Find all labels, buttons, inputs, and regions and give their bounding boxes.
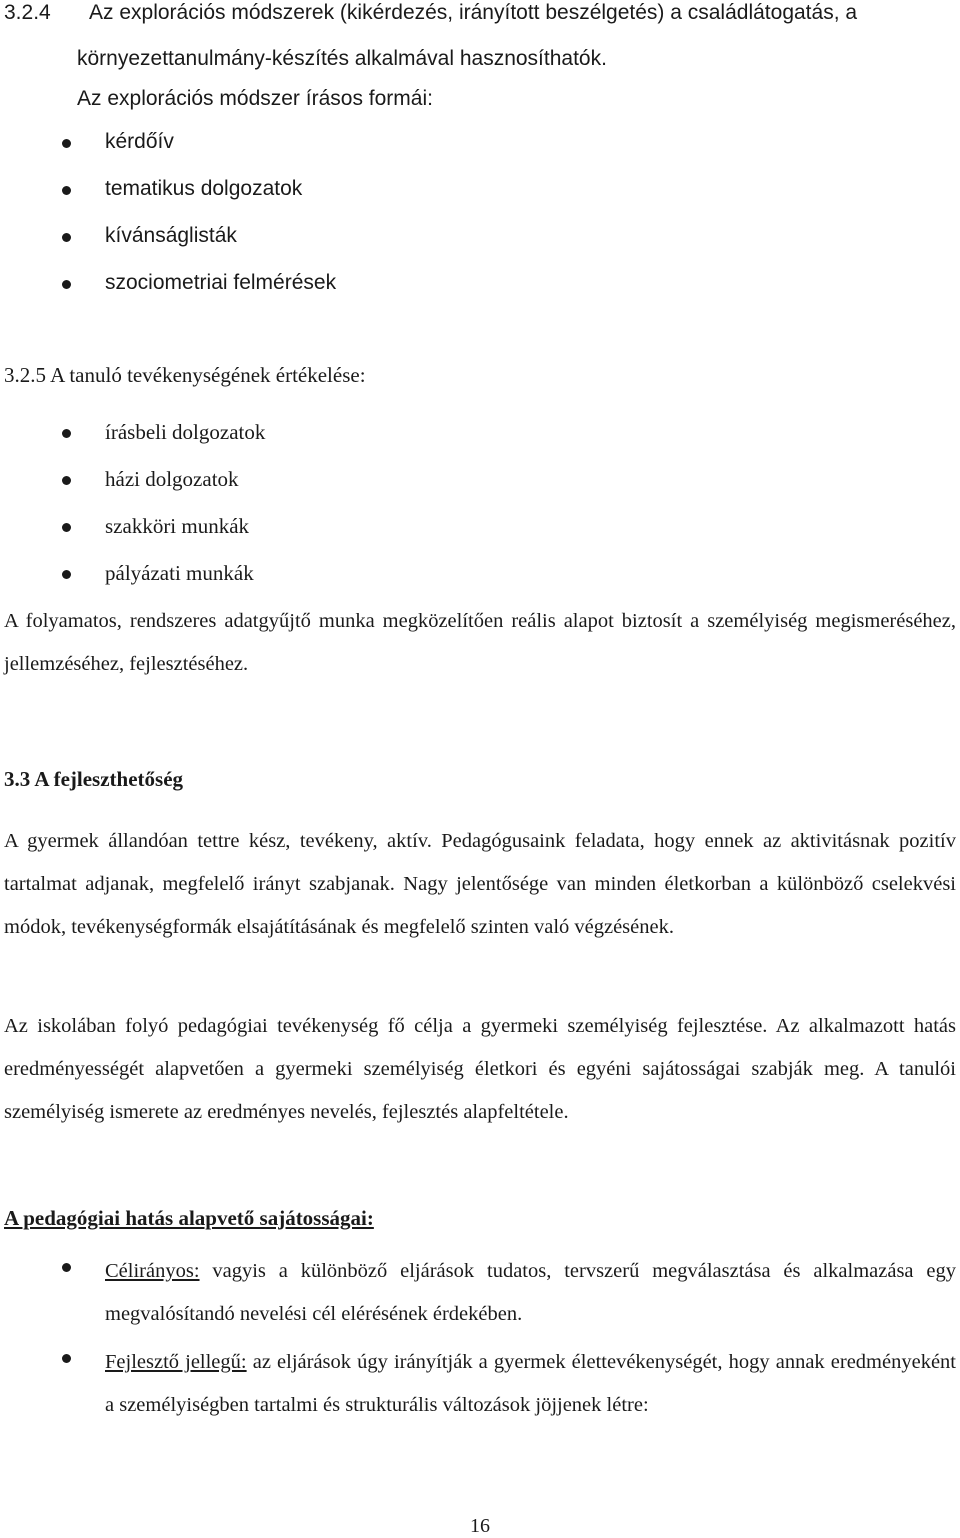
feature-text	[105, 1341, 956, 1427]
bullet-icon	[62, 429, 71, 438]
bullet-icon	[62, 476, 71, 485]
feature-text	[105, 1250, 956, 1336]
section-3-2-4-line1: Az explorációs módszerek (kikérdezés, irányított beszélgetés) a családlátogatás, a	[89, 1, 858, 24]
section-number: 3.2.4	[4, 1, 51, 24]
page-number: 16	[470, 1515, 490, 1537]
section-3-2-5-heading: 3.2.5 A tanuló tevékenységének értékelése:	[4, 363, 366, 387]
feature-label: Fejlesztő jellegű:	[105, 1351, 247, 1373]
bullet-icon	[62, 186, 71, 195]
feature-label: Célirányos:	[105, 1260, 200, 1282]
section-3-2-4-line2: környezettanulmány-készítés alkalmával hasznosíthatók.	[77, 47, 607, 70]
document-page: 3.2.4 Az explorációs módszerek (kikérdezés, irányított beszélgetés) a családlátogatás, a környezettanulmány-készítés alkalmával hasznosíthatók. Az explorációs módszer írásos formái: kérdőív tematikus dolgozatok kívánságlisták szociometriai felmérések 3.2.5 A tanuló tevékenységének értékelése: írásbeli dolgozatok házi dolgozatok szakköri munkák pályázati munkák A folyamatos, rendszeres adatgyűjtő munka megközelítően reális alapot biztosít a személyiség megismeréséhez, jellemzéséhez, fejlesztéséhez. 3.3 A fejleszthetőség A gyermek állandóan tettre kész, tevékeny, aktív. Pedagógusaink feladata, hogy ennek az aktivitásnak pozitív tartalmat adjanak, megfelelő irányt szabjanak. Nagy jelentősége van minden életkorban a különböző cselekvési módok, tevékenységformák elsajátításának és megfelelő szinten való végzésének. Az iskolában folyó pedagógiai tevékenység fő célja a gyermeki személyiség fejlesztése. Az alkalmazott hatás eredményességét alapvetően a gyermeki személyiség életkori és egyéni sajátosságai szabják meg. A tanulói személyiség ismerete az eredményes nevelés, fejlesztés alapfeltétele. A pedagógiai hatás alapvető sajátosságai: Célirányos: vagyis a különböző eljárások tudatos, tervszerű megválasztása és alkalmazása egy megvalósítandó nevelési cél elérésének érdekében. Fejlesztő jellegű: az eljárások úgy irányítják a gyermek élettevékenységét, hogy annak eredményeként a személyiségben tartalmi és strukturális változások jöjjenek létre: 16	[4, 1, 956, 1537]
bullet-icon	[62, 233, 71, 242]
bullet-icon	[62, 139, 71, 148]
development-paragraph-1: A gyermek állandóan tettre kész, tevékeny, aktív. Pedagógusaink feladata, hogy ennek az aktivitásnak pozitív tartalmat adjanak, megfelelő irányt szabjanak. Nagy jelentősége van minden életkorban a különböző cselekvési módok, tevékenységformák elsajátításának és megfelelő szinten való végzésének.	[4, 830, 956, 938]
data-collection-paragraph: A folyamatos, rendszeres adatgyűjtő munka megközelítően reális alapot biztosít a személyiség megismeréséhez, jellemzéséhez, fejlesztéséhez.	[4, 610, 956, 675]
feature-description: vagyis a különböző eljárások tudatos, tervszerű megválasztása és alkalmazása egy megvalósítandó nevelési cél elérésének érdekében.	[105, 1260, 956, 1325]
bullet-icon	[62, 280, 71, 289]
written-forms-intro: Az explorációs módszer írásos formái:	[77, 87, 433, 110]
bullet-icon	[62, 570, 71, 579]
bullet-icon	[62, 1263, 71, 1272]
bullet-icon	[62, 523, 71, 532]
feature-description: az eljárások úgy irányítják a gyermek élettevékenységét, hogy annak eredményeként a személyiségben tartalmi és strukturális változások jöjjenek létre:	[105, 1351, 956, 1416]
development-paragraph-2: Az iskolában folyó pedagógiai tevékenység fő célja a gyermeki személyiség fejlesztése. Az alkalmazott hatás eredményességét alapvetően a gyermeki személyiség életkori és egyéni sajátosságai szabják meg. A tanulói személyiség ismerete az eredményes nevelés, fejlesztés alapfeltétele.	[4, 1015, 956, 1123]
pedagogical-effect-subheading: A pedagógiai hatás alapvető sajátosságai:	[4, 1206, 374, 1230]
section-3-3-heading: 3.3 A fejleszthetőség	[4, 767, 184, 791]
bullet-icon	[62, 1354, 71, 1363]
